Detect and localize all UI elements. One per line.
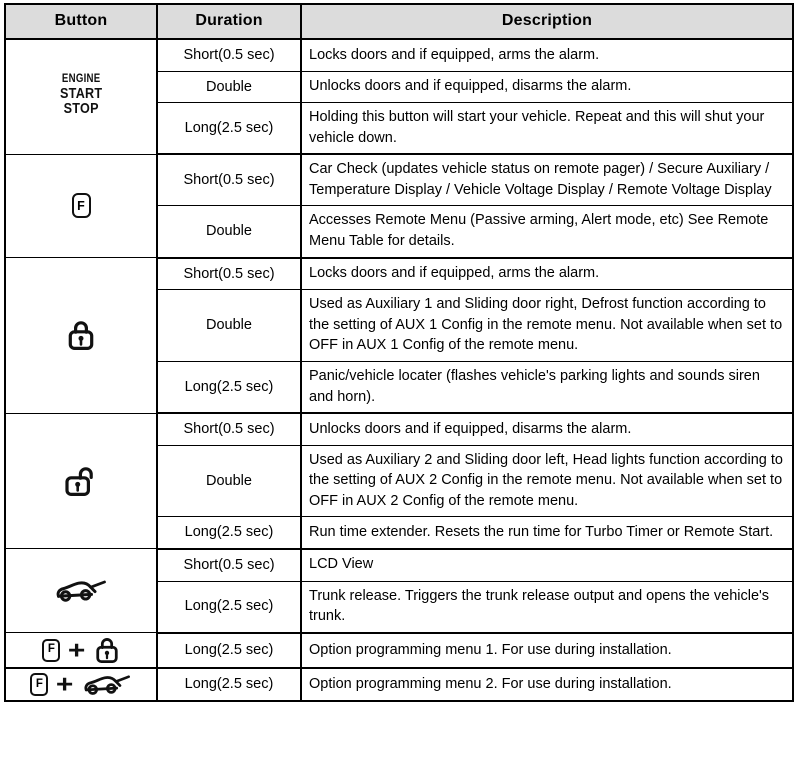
duration-cell: Long(2.5 sec) — [157, 103, 301, 155]
description-cell: Used as Auxiliary 1 and Sliding door right, Defrost function according to the setting of AUX 1 Config in the remote menu. Not available when set to OFF in AUX 1 Config of the remote menu. — [301, 290, 793, 362]
duration-cell: Double — [157, 445, 301, 517]
f-plus-padlock-closed-icon — [10, 635, 152, 665]
duration-cell: Double — [157, 206, 301, 258]
engine-logo-line3: STOP — [63, 99, 99, 117]
f-button-icon: F — [72, 193, 91, 218]
duration-cell: Long(2.5 sec) — [157, 581, 301, 633]
duration-cell: Short(0.5 sec) — [157, 413, 301, 445]
table-row — [5, 258, 793, 290]
table-header — [5, 4, 793, 39]
table-body — [5, 39, 793, 701]
duration-cell: Long(2.5 sec) — [157, 633, 301, 669]
table-header-row — [5, 4, 793, 39]
duration-cell: Long(2.5 sec) — [157, 668, 301, 701]
duration-cell: Short(0.5 sec) — [157, 39, 301, 71]
duration-cell: Short(0.5 sec) — [157, 258, 301, 290]
duration-cell: Double — [157, 290, 301, 362]
car-trunk-open-icon-row — [10, 578, 152, 604]
description-cell: Option programming menu 2. For use during installation. — [309, 675, 672, 692]
table-row — [5, 39, 793, 71]
padlock-open-icon-row — [10, 464, 152, 498]
column-header-duration: Duration — [157, 4, 301, 39]
car-trunk-open-icon — [82, 673, 132, 697]
button-cell-engine-start-stop — [5, 39, 157, 154]
description-cell: Panic/vehicle locater (flashes vehicle's parking lights and sounds siren and horn). — [301, 361, 793, 413]
f-plus-car-trunk-icon — [10, 670, 152, 699]
button-cell-f-plus-trunk — [5, 668, 157, 701]
description-cell: Option programming menu 1. For use during installation. — [301, 633, 793, 669]
description-cell: LCD View — [301, 549, 793, 581]
f-button-icon: F — [30, 673, 48, 696]
table-row — [5, 413, 793, 445]
button-cell-lock — [5, 258, 157, 413]
table-row — [5, 154, 793, 206]
column-header-description: Description — [301, 4, 793, 39]
description-cell: Car Check (updates vehicle status on remote pager) / Secure Auxiliary / Temperature Display / Vehicle Voltage Display / Remote Voltage Display — [301, 154, 793, 206]
duration-cell: Short(0.5 sec) — [157, 154, 301, 206]
description-cell: Used as Auxiliary 2 and Sliding door left, Head lights function according to the setting of AUX 2 Config in the remote menu. Not available when set to OFF in AUX 2 Config of the remote menu. — [301, 445, 793, 517]
table-row — [5, 668, 793, 701]
button-cell-f-plus-lock — [5, 633, 157, 669]
description-cell: Run time extender. Resets the run time for Turbo Timer or Remote Start. — [301, 517, 793, 549]
duration-cell: Double — [157, 71, 301, 103]
description-cell: Locks doors and if equipped, arms the alarm. — [301, 258, 793, 290]
button-cell-f-button — [5, 154, 157, 257]
engine-start-stop-logo — [60, 74, 102, 116]
description-cell: Trunk release. Triggers the trunk release output and opens the vehicle's trunk. — [301, 581, 793, 633]
car-trunk-open-icon — [54, 578, 108, 604]
description-cell: Unlocks doors and if equipped, disarms the alarm. — [301, 413, 793, 445]
table-row — [5, 549, 793, 581]
padlock-closed-icon — [94, 635, 120, 665]
description-cell: Accesses Remote Menu (Passive arming, Alert mode, etc) See Remote Menu Table for details. — [301, 206, 793, 258]
button-function-table — [4, 3, 794, 702]
column-header-button: Button — [5, 4, 157, 39]
duration-cell: Long(2.5 sec) — [157, 517, 301, 549]
button-cell-unlock — [5, 413, 157, 549]
engine-logo-line1: ENGINE — [61, 73, 101, 86]
duration-cell: Long(2.5 sec) — [157, 361, 301, 413]
f-button-icon-row — [10, 193, 152, 218]
table-row — [5, 633, 793, 669]
plus-icon: + — [68, 635, 86, 665]
padlock-open-icon — [64, 464, 98, 498]
duration-cell: Short(0.5 sec) — [157, 549, 301, 581]
description-cell: Holding this button will start your vehicle. Repeat and this will shut your vehicle down. — [301, 103, 793, 155]
description-cell: Unlocks doors and if equipped, disarms the alarm. — [301, 71, 793, 103]
button-cell-trunk — [5, 549, 157, 633]
padlock-closed-icon — [66, 318, 96, 352]
padlock-closed-icon-row — [10, 318, 152, 352]
engine-logo-line2: START — [59, 84, 103, 102]
f-button-icon: F — [42, 639, 60, 662]
plus-icon: + — [56, 670, 74, 699]
description-cell: Locks doors and if equipped, arms the alarm. — [301, 39, 793, 71]
